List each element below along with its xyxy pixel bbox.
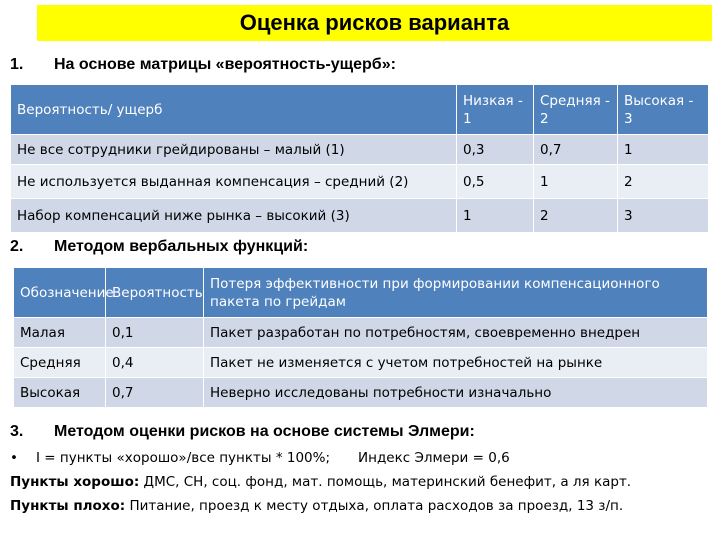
table-cell: Средняя — [14, 348, 106, 378]
table-cell: 0,3 — [457, 135, 534, 165]
table-cell: Не все сотрудники грейдированы – малый (1) — [11, 135, 457, 165]
section-3-title: Методом оценки рисков на основе системы Элмери: — [54, 423, 475, 440]
bad-items-text: Питание, проезд к месту отдыха, оплата расходов за проезд, 13 з/п. — [125, 498, 624, 514]
table-cell: Не используется выданная компенсация – средний (2) — [11, 165, 457, 199]
bullet: • — [10, 450, 18, 466]
table-cell: 0,5 — [457, 165, 534, 199]
elmeri-index: Индекс Элмери = 0,6 — [358, 450, 510, 466]
table-cell: Малая — [14, 318, 106, 348]
table-row — [14, 378, 708, 408]
table-header-row — [14, 268, 708, 318]
table-cell: 0,7 — [106, 378, 204, 408]
section-1-number: 1. — [10, 56, 24, 73]
header-cell: Вероятность/ ущерб — [11, 85, 457, 135]
header-cell: Вероятность — [106, 268, 204, 318]
table-cell: 0,1 — [106, 318, 204, 348]
section-2-number: 2. — [10, 238, 24, 255]
verbal-functions-table — [13, 267, 708, 408]
table-cell: 0,4 — [106, 348, 204, 378]
table-cell: Неверно исследованы потребности изначально — [204, 378, 708, 408]
table-row — [14, 318, 708, 348]
section-2-heading — [10, 238, 308, 256]
bad-items-line — [10, 498, 623, 514]
header-cell: Потеря эффективности при формировании компенсационного пакета по грейдам — [204, 268, 708, 318]
page-title: Оценка рисков варианта — [239, 10, 510, 35]
formula-text: I = пункты «хорошо»/все пункты * 100%; — [36, 450, 331, 466]
bad-items-label: Пункты плохо: — [10, 498, 126, 514]
table-cell: Высокая — [14, 378, 106, 408]
table-cell: 2 — [618, 165, 709, 199]
table-cell: 2 — [534, 199, 618, 233]
table-row — [11, 199, 709, 233]
header-cell: Обозначение — [14, 268, 106, 318]
table-row — [11, 135, 709, 165]
header-cell: Низкая - 1 — [457, 85, 534, 135]
section-1-title: На основе матрицы «вероятность-ущерб»: — [54, 56, 396, 73]
table-cell: 1 — [618, 135, 709, 165]
table-cell: 1 — [457, 199, 534, 233]
table-row — [14, 348, 708, 378]
header-cell: Высокая - 3 — [618, 85, 709, 135]
table-cell: 3 — [618, 199, 709, 233]
table-cell: Пакет разработан по потребностям, своевременно внедрен — [204, 318, 708, 348]
section-2-title: Методом вербальных функций: — [54, 238, 309, 255]
section-3-heading — [10, 423, 475, 441]
good-items-label: Пункты хорошо: — [10, 474, 140, 490]
section-3-number: 3. — [10, 423, 24, 440]
table-cell: 0,7 — [534, 135, 618, 165]
good-items-text: ДМС, СН, соц. фонд, мат. помощь, материнский бенефит, а ля карт. — [139, 474, 632, 490]
section-1-heading — [10, 56, 396, 74]
table-cell: Пакет не изменяется с учетом потребностей на рынке — [204, 348, 708, 378]
formula-line — [10, 450, 510, 466]
risk-matrix-table — [10, 84, 709, 233]
title-banner — [37, 5, 712, 41]
good-items-line — [10, 474, 631, 490]
table-row — [11, 165, 709, 199]
header-cell: Средняя - 2 — [534, 85, 618, 135]
table-cell: 1 — [534, 165, 618, 199]
table-cell: Набор компенсаций ниже рынка – высокий (3) — [11, 199, 457, 233]
table-header-row — [11, 85, 709, 135]
